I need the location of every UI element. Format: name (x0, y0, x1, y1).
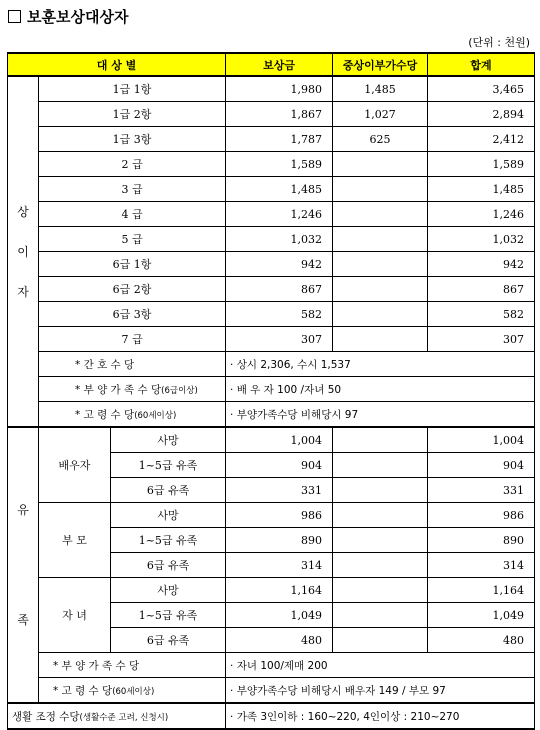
group-label: 자 녀 (39, 578, 111, 653)
unit-label: (단위 : 천원) (468, 36, 530, 49)
header-compensation: 보상금 (226, 53, 333, 76)
table-row: 6급 유족 331 331 (8, 478, 535, 503)
table-row: 1급 2항 1,867 1,027 2,894 (8, 102, 535, 127)
header-severe-allowance: 중상이부가수당 (333, 53, 428, 76)
table-row: 3 급 1,485 1,485 (8, 177, 535, 202)
header-total: 합계 (428, 53, 535, 76)
group-label: 배우자 (39, 427, 111, 503)
page-title-text: 보훈보상대상자 (27, 8, 129, 26)
note-row: * 부 양 가 족 수 당(6급이상) · 배 우 자 100 /자녀 50 (8, 377, 535, 402)
table-row: 자 녀 사망 1,164 1,164 (8, 578, 535, 603)
compensation-table (7, 52, 535, 730)
header-category: 대 상 별 (8, 53, 226, 76)
living-adjustment-row: 생활 조정 수당(생활수준 고려, 신청시) · 가족 3인이하 : 160~220, 4인이상 : 210~270 (8, 703, 535, 729)
table-row: 2 급 1,589 1,589 (8, 152, 535, 177)
page-title (8, 6, 128, 27)
table-row: 6급 3항 582 582 (8, 302, 535, 327)
table-row: 6급 1항 942 942 (8, 252, 535, 277)
table-row: 1~5급 유족 890 890 (8, 528, 535, 553)
table-row: 6급 유족 314 314 (8, 553, 535, 578)
table-row: 1~5급 유족 1,049 1,049 (8, 603, 535, 628)
table-row: 1급 3항 1,787 625 2,412 (8, 127, 535, 152)
note-row: * 간 호 수 당 · 상시 2,306, 수시 1,537 (8, 352, 535, 377)
checkbox-icon (8, 10, 21, 23)
table-row: 5 급 1,032 1,032 (8, 227, 535, 252)
table-row: 6급 2항 867 867 (8, 277, 535, 302)
table-row: 7 급 307 307 (8, 327, 535, 352)
note-row: * 고 령 수 당(60세이상) · 부양가족수당 비해당시 97 (8, 402, 535, 428)
table-row: 6급 유족 480 480 (8, 628, 535, 653)
wounded-section-label: 상 이 자 (8, 76, 39, 427)
table-row: 1~5급 유족 904 904 (8, 453, 535, 478)
note-row: * 고 령 수 당(60세이상) · 부양가족수당 비해당시 배우자 149 / 부모 97 (8, 678, 535, 704)
table-row: 4 급 1,246 1,246 (8, 202, 535, 227)
bereaved-section-label: 유 족 (8, 427, 39, 703)
group-label: 부 모 (39, 503, 111, 578)
table-row: 상 이 자 1급 1항 1,980 1,485 3,465 (8, 76, 535, 102)
note-row: * 부 양 가 족 수 당 · 자녀 100/제매 200 (8, 653, 535, 678)
table-row: 부 모 사망 986 986 (8, 503, 535, 528)
table-row: 유 족 배우자 사망 1,004 1,004 (8, 427, 535, 453)
header-row (8, 53, 535, 76)
